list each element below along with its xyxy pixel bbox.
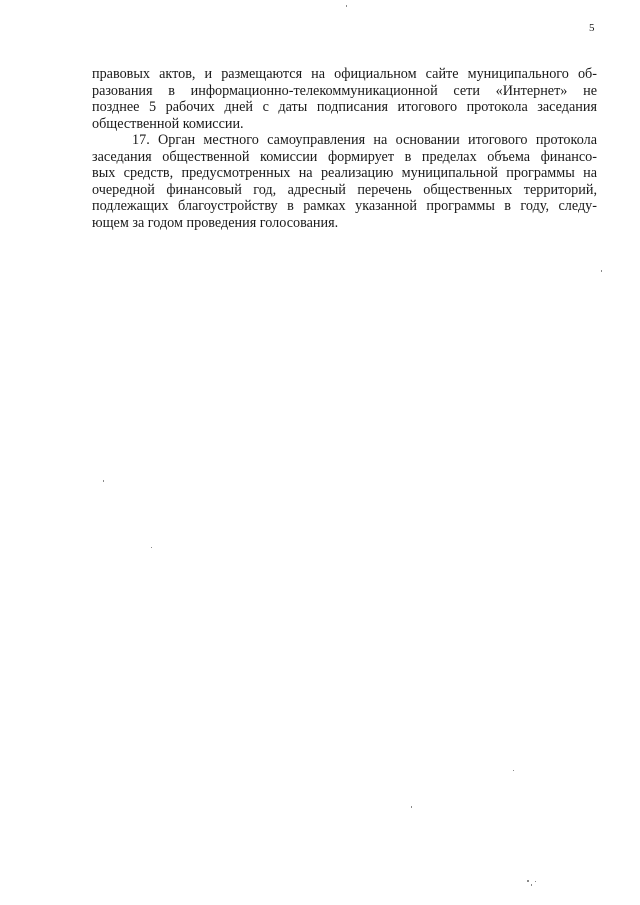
paragraph-continuation xyxy=(92,66,597,132)
text-line: разования в информационно-телекоммуникационной сети «Интернет» не xyxy=(92,82,597,99)
scan-speck xyxy=(513,770,514,771)
text-line: вых средств, предусмотренных на реализацию муниципальной программы на xyxy=(92,165,597,181)
text-line: подлежащих благоустройству в рамках указанной программы в году, следу- xyxy=(92,198,597,214)
scan-speck xyxy=(103,480,104,482)
document-body xyxy=(92,66,597,231)
text-line: общественной комиссии. xyxy=(92,115,244,132)
text-line: позднее 5 рабочих дней с даты подписания итогового протокола заседания xyxy=(92,99,597,115)
text-line: заседания общественной комиссии формирует в пределах объема финансо- xyxy=(92,148,597,165)
text-line: ющем за годом проведения голосования. xyxy=(92,214,339,231)
scan-speck xyxy=(531,884,532,886)
scan-speck xyxy=(411,806,412,808)
text-line: очередной финансовый год, адресный перечень общественных территорий, xyxy=(92,181,597,198)
scan-speck xyxy=(151,547,152,548)
scan-speck xyxy=(527,880,529,882)
text-line: 17. Орган местного самоуправления на основании итогового протокола xyxy=(132,132,597,148)
text-line: правовых актов, и размещаются на официальном сайте муниципального об- xyxy=(92,66,597,82)
scan-speck xyxy=(601,270,602,272)
scan-speck xyxy=(346,5,347,7)
paragraph-item-17 xyxy=(92,132,597,231)
page-number: 5 xyxy=(589,22,595,34)
scan-speck xyxy=(535,881,536,882)
